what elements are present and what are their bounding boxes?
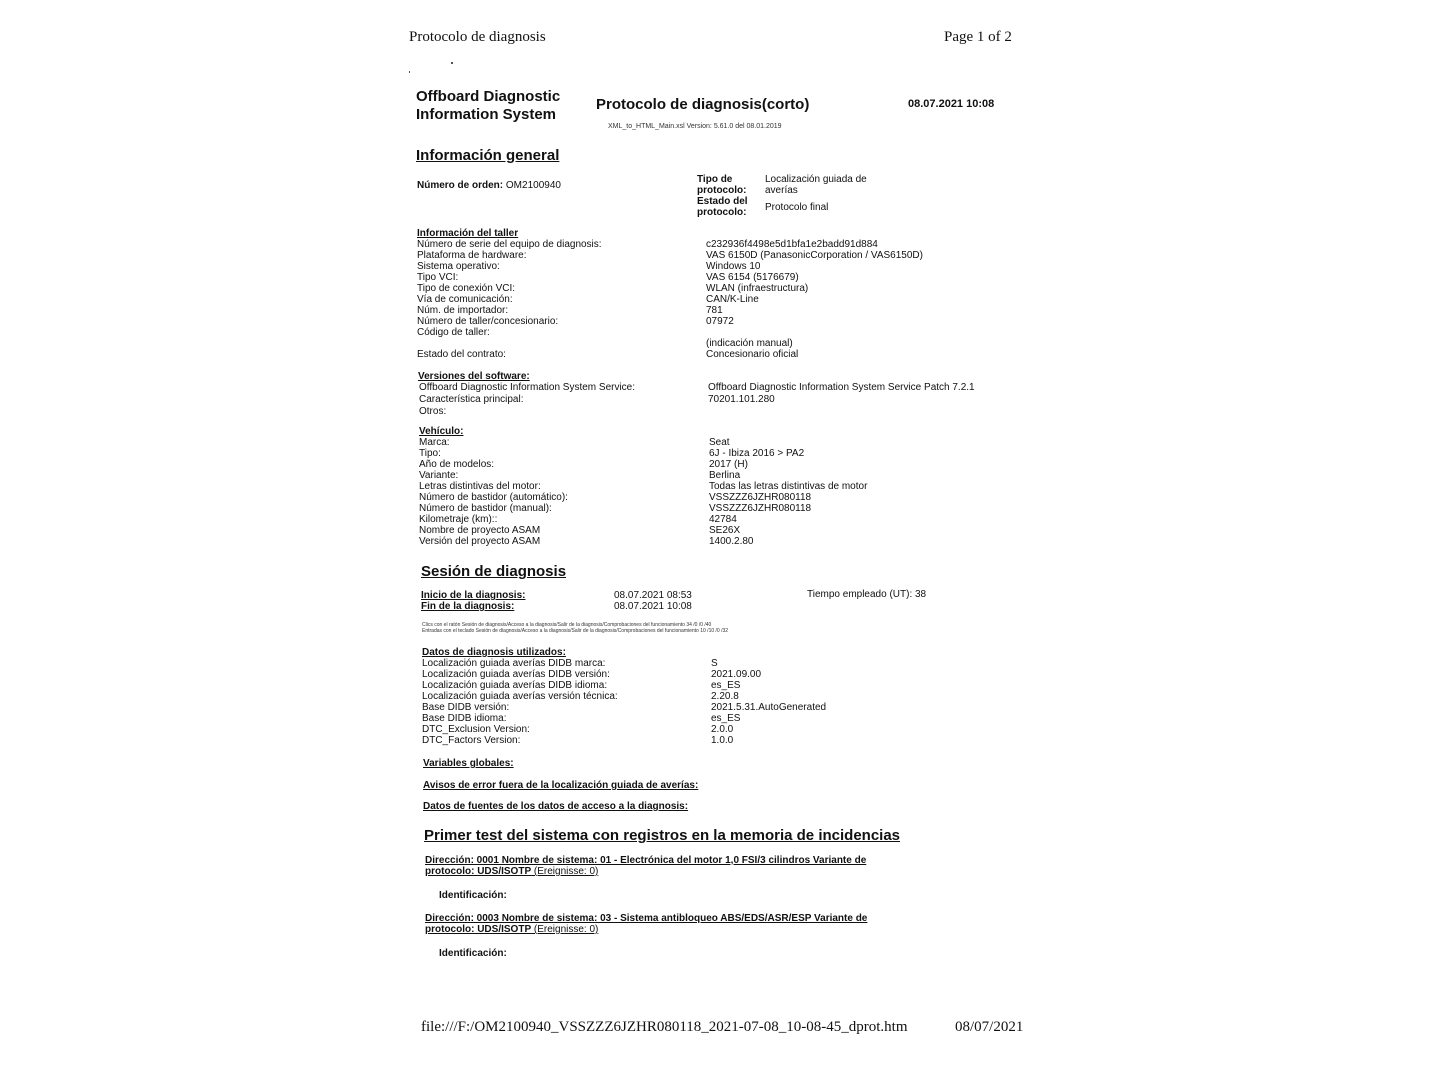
vehicle-row-value: VSSZZZ6JZHR080118: [709, 492, 812, 503]
protocol-type-value-2: averías: [765, 185, 798, 196]
control-unit-0003-identification: Identificación:: [439, 948, 507, 959]
workshop-row-label: Sistema operativo:: [417, 261, 500, 272]
session-start-value: 08.07.2021 08:53: [614, 590, 692, 601]
vehicle-row-label: Nombre de proyecto ASAM: [419, 525, 541, 536]
order-number-label: Número de orden:: [417, 180, 504, 191]
protocol-type-label-1: Tipo de: [697, 174, 733, 185]
vehicle-row-label: Versión del proyecto ASAM: [419, 536, 541, 547]
session-end-value: 08.07.2021 10:08: [614, 601, 692, 612]
first-test-heading: Primer test del sistema con registros en la memoria de incidencias: [424, 827, 901, 844]
diag-data-row-value: 2021.5.31.AutoGenerated: [711, 702, 827, 713]
vehicle-row-label: Marca:: [419, 437, 450, 448]
workshop-row-label: Número de serie del equipo de diagnosis:: [417, 239, 602, 250]
protocol-state-label-2: protocolo:: [697, 207, 747, 218]
control-unit-0001-protocol: protocolo: UDS/ISOTP: [425, 866, 532, 877]
vehicle-row-label: Tipo:: [419, 448, 441, 459]
print-page-number: Page 1 of 2: [944, 29, 1012, 45]
vehicle-row-label: Número de bastidor (manual):: [419, 503, 552, 514]
vehicle-row-value: Berlina: [709, 470, 741, 481]
protocol-type-value: [765, 174, 867, 196]
control-unit-0001-events: (Ereignisse: 0): [531, 866, 599, 877]
software-row-label: Offboard Diagnostic Information System Service:: [419, 382, 636, 393]
software-row-label: Característica principal:: [419, 394, 524, 405]
workshop-row-label: Tipo VCI:: [417, 272, 459, 283]
workshop-row-label: Vía de comunicación:: [417, 294, 513, 305]
vehicle-row-value: 1400.2.80: [709, 536, 754, 547]
control-unit-0003-line-2: [425, 924, 598, 935]
workshop-row-label: Núm. de importador:: [417, 305, 509, 316]
protocol-type-value-1: Localización guiada de: [765, 174, 867, 185]
order-number: [417, 180, 561, 191]
print-footer-path: file:///F:/OM2100940_VSSZZZ6JZHR080118_2021-07-08_10-08-45_dprot.htm: [421, 1019, 908, 1035]
session-keyboard-entries: Entradas con el teclado Sesión de diagnosis/Acceso a la diagnosis/Salir de la diagnosis/Comprobaciones del funcionamiento 10 /10 /0 /32: [422, 628, 729, 634]
diag-data-row-label: Localización guiada averías DIDB versión:: [422, 669, 610, 680]
data-sources-heading: Datos de fuentes de los datos de acceso a la diagnosis:: [423, 801, 689, 812]
session-time-used: Tiempo empleado (UT): 38: [807, 589, 927, 600]
workshop-row-value: VAS 6150D (PanasonicCorporation / VAS6150D): [706, 250, 923, 261]
workshop-row-value: c232936f4498e5d1bfa1e2badd91d884: [706, 239, 878, 250]
workshop-heading: Información del taller: [417, 228, 519, 239]
system-name-line-2: Information System: [416, 106, 557, 123]
protocol-type-label-2: protocolo:: [697, 185, 747, 196]
control-unit-0003-events: (Ereignisse: 0): [531, 924, 599, 935]
diag-data-row-value: 1.0.0: [711, 735, 734, 746]
workshop-row-value: 781: [706, 305, 723, 316]
session-mouse-clicks: Clics con el ratón Sesión de diagnosis/Acceso a la diagnosis/Salir de la diagnosis/Comprobaciones del funcionamiento 34 /0 /0 /40: [422, 622, 712, 628]
scan-speck: [409, 71, 410, 73]
diag-data-row-label: Localización guiada averías DIDB idioma:: [422, 680, 608, 691]
vehicle-row-value: VSSZZZ6JZHR080118: [709, 503, 812, 514]
document-title: Protocolo de diagnosis(corto): [596, 96, 810, 113]
diag-data-row-label: DTC_Exclusion Version:: [422, 724, 530, 735]
system-name-line-1: Offboard Diagnostic: [416, 88, 561, 105]
control-unit-0001-identification: Identificación:: [439, 890, 507, 901]
general-info-heading: Información general: [416, 147, 560, 164]
vehicle-row-value: 6J - Ibiza 2016 > PA2: [709, 448, 805, 459]
workshop-row-value: WLAN (infraestructura): [706, 283, 809, 294]
vehicle-row-value: Seat: [709, 437, 730, 448]
diag-data-row-value: 2.20.8: [711, 691, 739, 702]
session-start-label: Inicio de la diagnosis:: [421, 590, 526, 601]
scan-speck: [451, 62, 453, 64]
diag-data-row-label: Localización guiada averías DIDB marca:: [422, 658, 606, 669]
protocol-state-label: [697, 196, 748, 218]
vehicle-row-value: SE26X: [709, 525, 741, 536]
vehicle-row-value: 2017 (H): [709, 459, 748, 470]
vehicle-row-label: Número de bastidor (automático):: [419, 492, 568, 503]
workshop-row-label: Estado del contrato:: [417, 349, 506, 360]
diag-data-row-value: 2021.09.00: [711, 669, 762, 680]
diag-data-row-label: Localización guiada averías versión técnica:: [422, 691, 618, 702]
control-unit-0001-line-2: [425, 866, 598, 877]
diag-data-heading: Datos de diagnosis utilizados:: [422, 647, 566, 658]
diag-data-row-label: Base DIDB idioma:: [422, 713, 507, 724]
vehicle-row-label: Variante:: [419, 470, 459, 481]
diag-data-row-value: es_ES: [711, 713, 741, 724]
workshop-row-value: (indicación manual): [706, 338, 793, 349]
control-unit-0003-protocol: protocolo: UDS/ISOTP: [425, 924, 532, 935]
workshop-row-value: 07972: [706, 316, 734, 327]
workshop-row-value: VAS 6154 (5176679): [706, 272, 799, 283]
vehicle-row-value: 42784: [709, 514, 737, 525]
diag-data-row-value: S: [711, 658, 718, 669]
workshop-row-label: Código de taller:: [417, 327, 490, 338]
software-row-value: 70201.101.280: [708, 394, 775, 405]
xsl-version: XML_to_HTML_Main.xsl Version: 5.61.0 del 08.01.2019: [608, 123, 782, 130]
diag-data-row-value: 2.0.0: [711, 724, 734, 735]
document-date: 08.07.2021 10:08: [908, 98, 995, 110]
protocol-state-label-1: Estado del: [697, 196, 748, 207]
diag-data-row-label: DTC_Factors Version:: [422, 735, 521, 746]
workshop-row-value: Windows 10: [706, 261, 761, 272]
vehicle-heading: Vehículo:: [419, 426, 464, 437]
software-row-label: Otros:: [419, 406, 447, 417]
print-footer-date: 08/07/2021: [955, 1019, 1024, 1035]
vehicle-row-label: Año de modelos:: [419, 459, 495, 470]
workshop-row-value: CAN/K-Line: [706, 294, 759, 305]
control-unit-0003-line-1: Dirección: 0003 Nombre de sistema: 03 - Sistema antibloqueo ABS/EDS/ASR/ESP Variante de: [425, 913, 868, 924]
global-variables-heading: Variables globales:: [423, 758, 514, 769]
workshop-row-value: Concesionario oficial: [706, 349, 799, 360]
diag-data-row-label: Base DIDB versión:: [422, 702, 510, 713]
workshop-row-label: Número de taller/concesionario:: [417, 316, 559, 327]
print-header-title: Protocolo de diagnosis: [409, 29, 546, 45]
software-row-value: Offboard Diagnostic Information System Service Patch 7.2.1: [708, 382, 975, 393]
order-number-value: OM2100940: [505, 180, 561, 191]
vehicle-row-value: Todas las letras distintivas de motor: [709, 481, 868, 492]
session-end-label: Fin de la diagnosis:: [421, 601, 515, 612]
protocol-type-label: [697, 174, 746, 196]
vehicle-row-label: Letras distintivas del motor:: [419, 481, 541, 492]
error-notices-heading: Avisos de error fuera de la localización guiada de averías:: [423, 780, 699, 791]
diag-data-row-value: es_ES: [711, 680, 741, 691]
workshop-row-label: Plataforma de hardware:: [417, 250, 527, 261]
protocol-state-value: Protocolo final: [765, 202, 829, 213]
vehicle-row-label: Kilometraje (km)::: [419, 514, 498, 525]
session-heading: Sesión de diagnosis: [421, 563, 567, 580]
control-unit-0001-line-1: Dirección: 0001 Nombre de sistema: 01 - Electrónica del motor 1,0 FSI/3 cilindros Variante de: [425, 855, 867, 866]
software-heading: Versiones del software:: [418, 371, 530, 382]
workshop-row-label: Tipo de conexión VCI:: [417, 283, 516, 294]
